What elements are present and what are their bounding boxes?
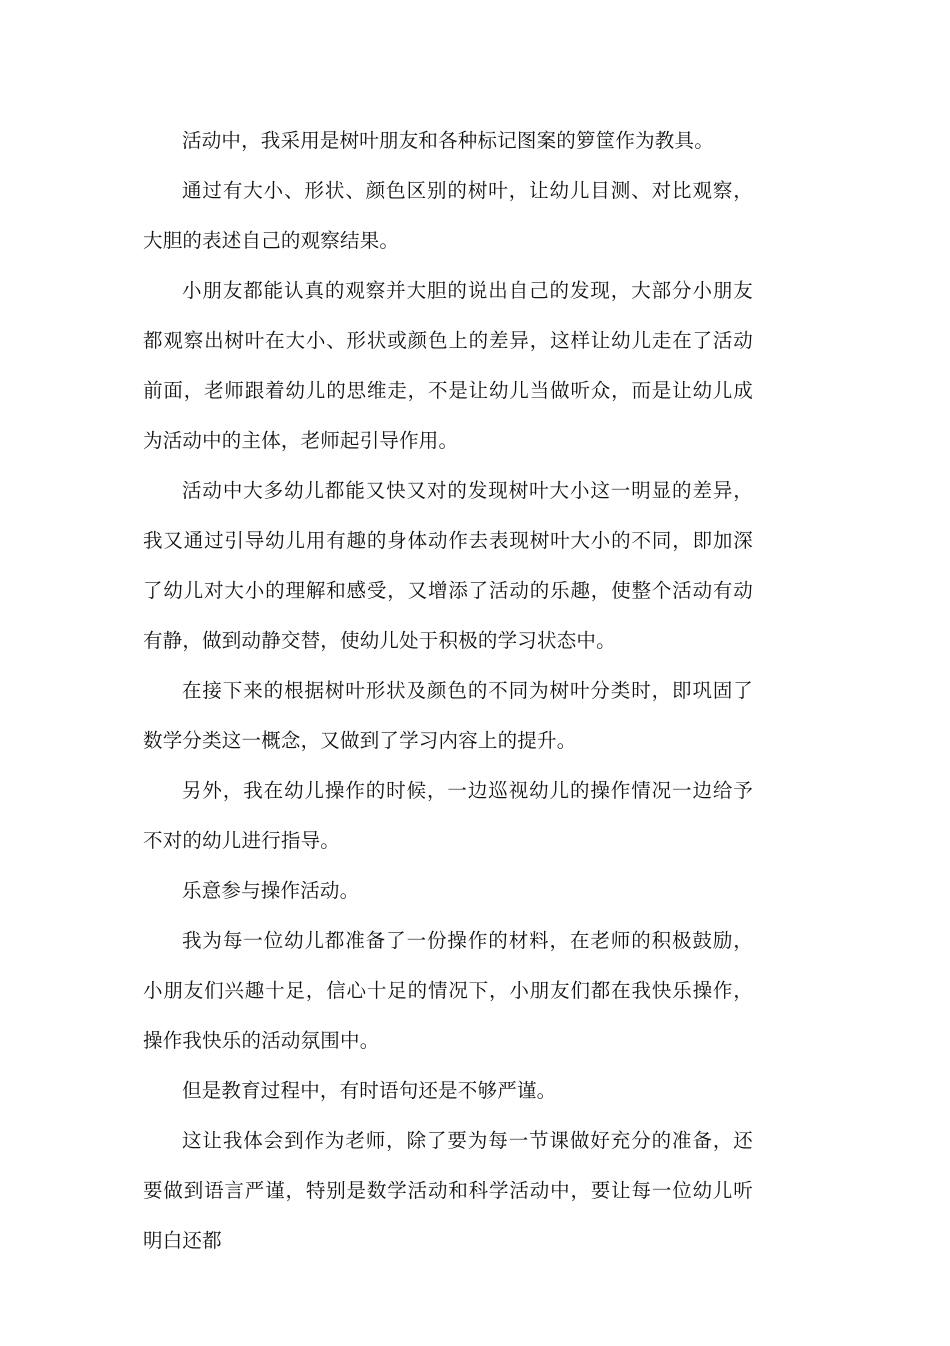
document-body — [143, 116, 753, 1266]
paragraph-5: 在接下来的根据树叶形状及颜色的不同为树叶分类时，即巩固了数学分类这一概念，又做到了学习内容上的提升。 — [143, 679, 753, 752]
paragraph-4: 活动中大多幼儿都能又快又对的发现树叶大小这一明显的差异，我又通过引导幼儿用有趣的身体动作去表现树叶大小的不同，即加深了幼儿对大小的理解和感受，又增添了活动的乐趣，使整个活动有动有静，做到动静交替，使幼儿处于积极的学习状态中。 — [143, 479, 753, 652]
paragraph-9: 但是教育过程中，有时语句还是不够严谨。 — [182, 1079, 557, 1102]
paragraph-3: 小朋友都能认真的观察并大胆的说出自己的发现，大部分小朋友都观察出树叶在大小、形状或颜色上的差异，这样让幼儿走在了活动前面，老师跟着幼儿的思维走，不是让幼儿当做听众，而是让幼儿成为活动中的主体，老师起引导作用。 — [143, 279, 753, 452]
paragraph-7: 乐意参与操作活动。 — [182, 879, 360, 902]
paragraph-2: 通过有大小、形状、颜色区别的树叶，让幼儿目测、对比观察，大胆的表述自己的观察结果。 — [143, 179, 753, 252]
paragraph-8: 我为每一位幼儿都准备了一份操作的材料，在老师的积极鼓励，小朋友们兴趣十足，信心十足的情况下，小朋友们都在我快乐操作，操作我快乐的活动氛围中。 — [143, 929, 753, 1052]
paragraph-6: 另外，我在幼儿操作的时候，一边巡视幼儿的操作情况一边给予不对的幼儿进行指导。 — [143, 779, 753, 852]
paragraph-1: 活动中，我采用是树叶朋友和各种标记图案的箩筐作为教具。 — [182, 129, 714, 152]
paragraph-10: 这让我体会到作为老师，除了要为每一节课做好充分的准备，还要做到语言严谨，特别是数学活动和科学活动中，要让每一位幼儿听明白还都 — [143, 1129, 753, 1252]
